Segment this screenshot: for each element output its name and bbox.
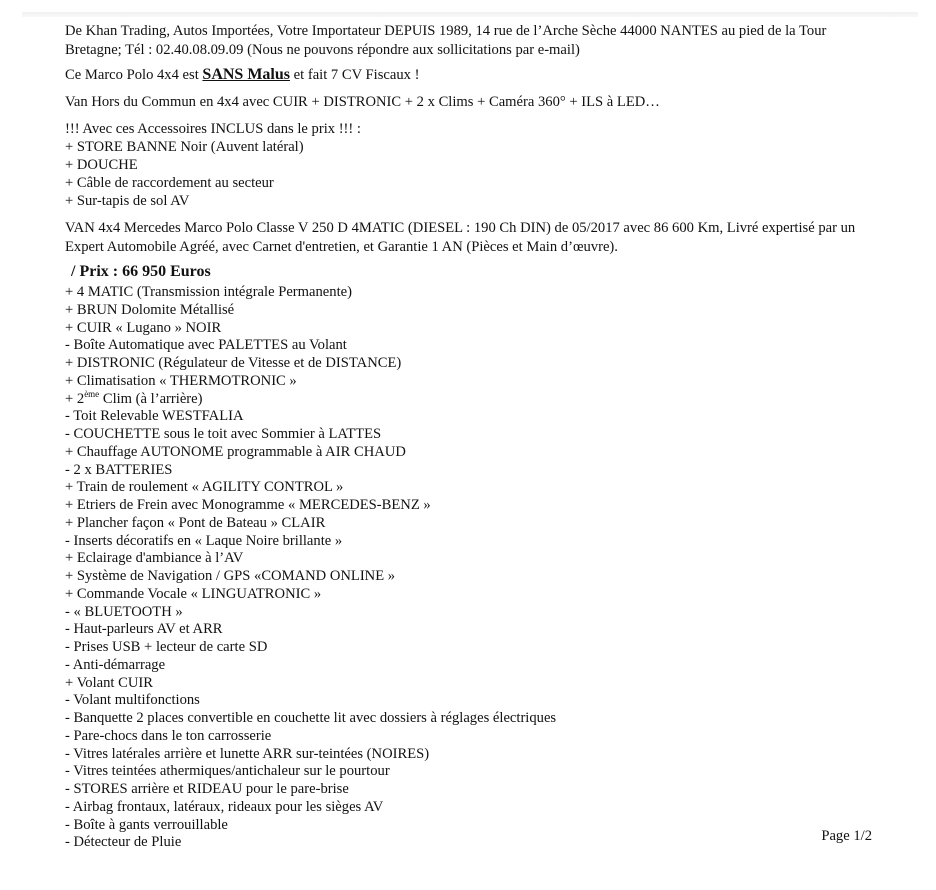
option-item: - Détecteur de Pluie: [65, 834, 182, 851]
option-item: + Volant CUIR: [65, 674, 153, 691]
malus-after: et fait 7 CV Fiscaux !: [290, 67, 420, 83]
van-intro: Van Hors du Commun en 4x4 avec CUIR + DISTRONIC + 2 x Clims + Caméra 360° + ILS à LED…: [65, 94, 660, 110]
options-list-part-2: [65, 408, 880, 852]
option-item: - Airbag frontaux, latéraux, rideaux pour les sièges AV: [65, 798, 384, 815]
accessory-item: + Sur-tapis de sol AV: [65, 193, 190, 209]
option-item: + Train de roulement « AGILITY CONTROL »: [65, 479, 344, 496]
clim-prefix: + 2: [65, 390, 85, 407]
price: / Prix : 66 950 Euros: [71, 263, 211, 280]
page-number: Page 1/2: [821, 828, 872, 844]
accessory-item: + DOUCHE: [65, 157, 138, 173]
option-item: - « BLUETOOTH »: [65, 603, 183, 620]
accessory-item: + STORE BANNE Noir (Auvent latéral): [65, 139, 304, 155]
option-line-second-clim: [65, 388, 880, 409]
option-item: - Vitres teintées athermiques/antichaleur sur le pourtour: [65, 763, 390, 780]
clim-superscript: ème: [84, 388, 100, 399]
option-item: + Eclairage d'ambiance à l’AV: [65, 550, 244, 567]
option-item: - Inserts décoratifs en « Laque Noire brillante »: [65, 532, 343, 549]
option-item: + 4 MATIC (Transmission intégrale Permanente): [65, 284, 352, 300]
option-item: - Pare-chocs dans le ton carrosserie: [65, 727, 272, 744]
option-item: + CUIR « Lugano » NOIR: [65, 319, 222, 336]
malus-statement: [65, 66, 880, 84]
option-item: + Commande Vocale « LINGUATRONIC »: [65, 585, 322, 602]
option-item: + Etriers de Frein avec Monogramme « MERCEDES-BENZ »: [65, 497, 431, 513]
option-item: - Prises USB + lecteur de carte SD: [65, 639, 268, 655]
option-item: - Vitres latérales arrière et lunette ARR sur-teintées (NOIRES): [65, 745, 430, 762]
option-item: - Boîte Automatique avec PALETTES au Volant: [65, 337, 347, 354]
option-item: - 2 x BATTERIES: [65, 461, 173, 478]
option-item: - Banquette 2 places convertible en couchette lit avec dossiers à réglages électriques: [65, 710, 557, 726]
option-item: - COUCHETTE sous le toit avec Sommier à LATTES: [65, 426, 382, 442]
option-item: + DISTRONIC (Régulateur de Vitesse et de DISTANCE): [65, 355, 402, 371]
option-item: + Climatisation « THERMOTRONIC »: [65, 372, 297, 389]
option-item: - Toit Relevable WESTFALIA: [65, 408, 244, 425]
option-item: - STORES arrière et RIDEAU pour le pare-brise: [65, 781, 349, 797]
option-item: - Anti-démarrage: [65, 656, 166, 673]
option-item: + Système de Navigation / GPS «COMAND ONLINE »: [65, 568, 396, 584]
malus-before: Ce Marco Polo 4x4 est: [65, 67, 203, 83]
options-list-part-1: [65, 284, 880, 391]
option-item: - Volant multifonctions: [65, 692, 200, 709]
option-item: - Haut-parleurs AV et ARR: [65, 621, 223, 638]
accessories-title: !!! Avec ces Accessoires INCLUS dans le prix !!! :: [65, 121, 361, 137]
accessory-item: + Câble de raccordement au secteur: [65, 175, 274, 191]
dealer-header: De Khan Trading, Autos Importées, Votre Importateur DEPUIS 1989, 14 rue de l’Arche Sèche 44000 NANTES au pied de la Tour Bretagne; Tél : 02.40.08.09.09 (Nous ne pouvons répondre aux sollicitations par e-mail): [65, 23, 827, 58]
malus-emphasis: SANS Malus: [202, 66, 290, 83]
accessories-block: [65, 120, 880, 210]
clim-suffix: Clim (à l’arrière): [99, 390, 203, 407]
document-page: [65, 22, 880, 852]
vehicle-description: VAN 4x4 Mercedes Marco Polo Classe V 250 D 4MATIC (DIESEL : 190 Ch DIN) de 05/2017 avec 86 600 Km, Livré expertisé par un Expert Automobile Agréé, avec Carnet d'entretien, et Garantie 1 AN (Pièces et Main d’œuvre).: [65, 220, 856, 255]
option-item: + Plancher façon « Pont de Bateau » CLAIR: [65, 514, 326, 531]
page-top-edge: [22, 12, 918, 17]
option-item: + Chauffage AUTONOME programmable à AIR CHAUD: [65, 443, 406, 460]
option-item: + BRUN Dolomite Métallisé: [65, 301, 235, 318]
option-item: - Boîte à gants verrouillable: [65, 816, 228, 833]
accessories-list: [65, 138, 880, 210]
